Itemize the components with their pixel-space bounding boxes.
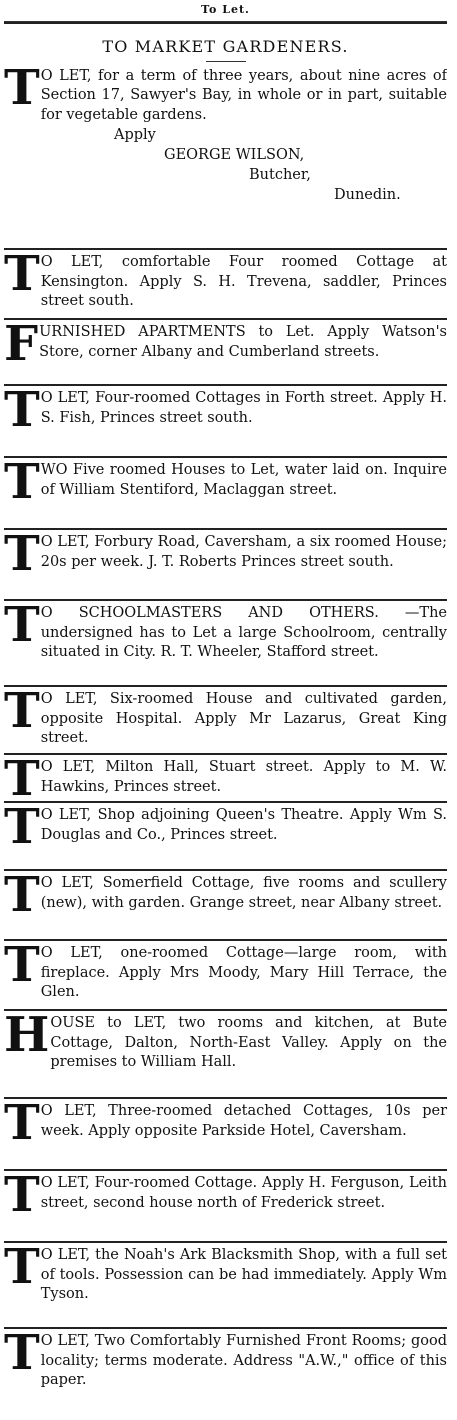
advertiser-name: GEORGE WILSON, (164, 147, 305, 163)
ad-item (4, 1327, 447, 1417)
ad-text: URNISHED APARTMENTS to Let. Apply Watson's Store, corner Albany and Cumberland streets. (39, 324, 447, 360)
heading-divider (206, 61, 246, 62)
drop-cap: T (4, 939, 40, 993)
drop-cap: T (4, 248, 40, 302)
ad-item (4, 685, 447, 753)
ad-item (4, 318, 447, 384)
drop-cap: T (4, 384, 40, 438)
ad-item (4, 248, 447, 318)
ad-heading: TO MARKET GARDENERS. (102, 37, 349, 56)
advertiser-place: Dunedin. (334, 187, 401, 203)
ad-item (4, 1169, 447, 1241)
ad-item (4, 384, 447, 456)
ad-text: O SCHOOLMASTERS AND OTHERS. —The undersigned has to Let a large Schoolroom, centrally situated in City. R. T. Wheeler, Stafford street. (40, 605, 447, 660)
ad-item (4, 753, 447, 801)
drop-cap: T (4, 599, 40, 653)
ad-text: OUSE to LET, two rooms and kitchen, at Bute Cottage, Dalton, North-East Valley. Apply on the premises to William Hall. (50, 1015, 447, 1070)
section-title: To Let. (4, 0, 447, 22)
drop-cap: T (4, 801, 40, 855)
ad-text: O LET, Six-roomed House and cultivated garden, opposite Hospital. Apply Mr Lazarus, Great King street. (40, 691, 447, 746)
ad-text: O LET, Somerfield Cottage, five rooms and scullery (new), with garden. Grange street, near Albany street. (40, 875, 447, 911)
ad-item (4, 869, 447, 939)
ad-text: O LET, Shop adjoining Queen's Theatre. Apply Wm S. Douglas and Co., Princes street. (40, 807, 447, 843)
ad-text: O LET, Four-roomed Cottage. Apply H. Ferguson, Leith street, second house north of Frederick street. (40, 1175, 447, 1211)
ad-market-gardeners (4, 22, 447, 248)
ad-text: O LET, comfortable Four roomed Cottage at Kensington. Apply S. H. Trevena, saddler, Princes street south. (40, 254, 447, 309)
advertiser-role: Butcher, (249, 167, 311, 183)
ad-text: O LET, Milton Hall, Stuart street. Apply to M. W. Hawkins, Princes street. (40, 759, 447, 795)
drop-cap: T (4, 456, 40, 510)
ad-item (4, 456, 447, 528)
ad-text: O LET, the Noah's Ark Blacksmith Shop, with a full set of tools. Possession can be had immediately. Apply Wm Tyson. (40, 1247, 447, 1302)
ad-item (4, 599, 447, 685)
drop-cap: T (4, 753, 40, 801)
drop-cap: F (4, 318, 39, 372)
ad-item (4, 528, 447, 599)
drop-cap: T (4, 1327, 40, 1381)
drop-cap: H (4, 1009, 50, 1063)
drop-cap: T (4, 869, 40, 923)
ad-text: WO Five roomed Houses to Let, water laid on. Inquire of William Stentiford, Maclaggan street. (40, 462, 447, 498)
drop-cap: T (4, 1169, 40, 1223)
drop-cap: T (4, 1097, 40, 1151)
ad-text: O LET, Forbury Road, Caversham, a six roomed House; 20s per week. J. T. Roberts Princes street south. (40, 534, 447, 570)
drop-cap: T (4, 685, 40, 739)
ad-item (4, 1097, 447, 1169)
drop-cap: T (4, 1241, 40, 1295)
ad-text: O LET, Three-roomed detached Cottages, 10s per week. Apply opposite Parkside Hotel, Caversham. (40, 1103, 447, 1139)
apply-label: Apply (114, 127, 156, 143)
drop-cap: T (4, 59, 40, 116)
ad-item (4, 1009, 447, 1097)
ad-item (4, 1241, 447, 1327)
drop-cap: T (4, 528, 40, 582)
ad-item (4, 939, 447, 1009)
ad-text: O LET, Four-roomed Cottages in Forth street. Apply H. S. Fish, Princes street south. (40, 390, 447, 426)
ad-item (4, 801, 447, 869)
ad-text: O LET, one-roomed Cottage—large room, with fireplace. Apply Mrs Moody, Mary Hill Terrace, the Glen. (40, 945, 447, 1000)
ad-text: O LET, for a term of three years, about nine acres of Section 17, Sawyer's Bay, in whole or in part, suitable for vegetable gardens. (40, 67, 447, 123)
ad-text: O LET, Two Comfortably Furnished Front Rooms; good locality; terms moderate. Address "A.W.," office of this paper. (40, 1333, 447, 1388)
